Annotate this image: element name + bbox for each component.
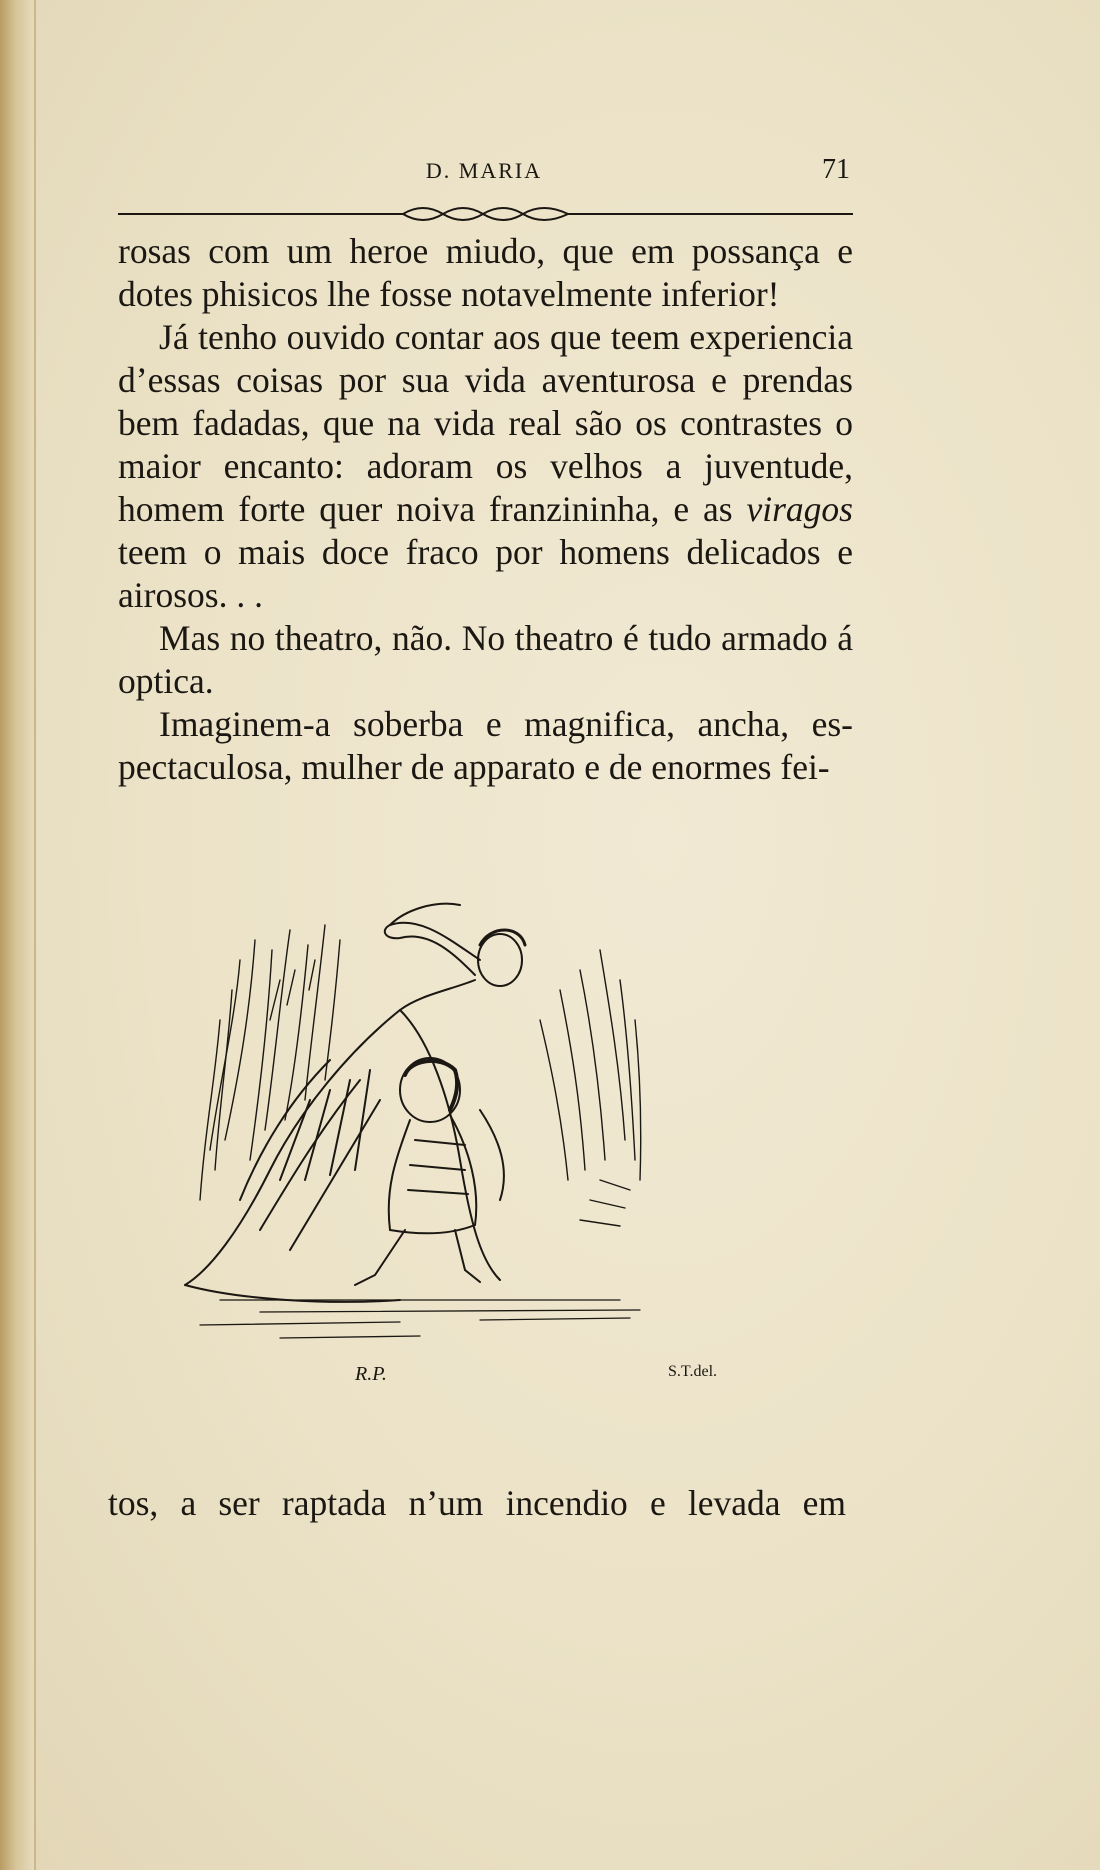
running-title: D. MARIA bbox=[425, 158, 543, 183]
engraving-illustration bbox=[180, 900, 770, 1400]
page-gutter bbox=[0, 0, 34, 1870]
illustrator-signature: R.P. bbox=[355, 1363, 387, 1385]
italic-word: viragos bbox=[746, 489, 853, 529]
woman-figure bbox=[185, 904, 525, 1302]
flames-left bbox=[200, 925, 340, 1200]
engraver-signature: S.T.del. bbox=[668, 1363, 718, 1380]
body-text bbox=[118, 230, 853, 789]
ground-lines bbox=[200, 1300, 640, 1338]
paragraph-2 bbox=[118, 316, 853, 617]
paragraph-2-end: teem o mais doce fraco por homens delicados e airosos. . . bbox=[118, 532, 853, 615]
paragraph-4: Imaginem-a soberba e magnifica, ancha, espectaculosa, mulher de apparato e de enormes fei- bbox=[118, 704, 853, 787]
gutter-edge bbox=[34, 0, 36, 1870]
paragraph-1: rosas com um heroe miudo, que em possança e dotes phisicos lhe fosse notavelmente inferior! bbox=[118, 231, 853, 314]
paragraph-3: Mas no theatro, não. No theatro é tudo armado á optica. bbox=[118, 618, 853, 701]
paragraph-2-start: Já tenho ouvido contar aos que teem experiencia d’essas coisas por sua vida aventurosa e prendas bem fadadas, que na vida real são os contrastes o maior encanto: adoram os velhos a juventude, homem forte quer noiva franzininha, e as bbox=[118, 317, 853, 529]
header-rule-ornament bbox=[118, 200, 853, 226]
continuation-line: tos, a ser raptada n’um incendio e levada em bbox=[108, 1483, 846, 1523]
flames-right bbox=[540, 950, 641, 1226]
page-number: 71 bbox=[822, 154, 850, 185]
page-header bbox=[118, 154, 850, 198]
